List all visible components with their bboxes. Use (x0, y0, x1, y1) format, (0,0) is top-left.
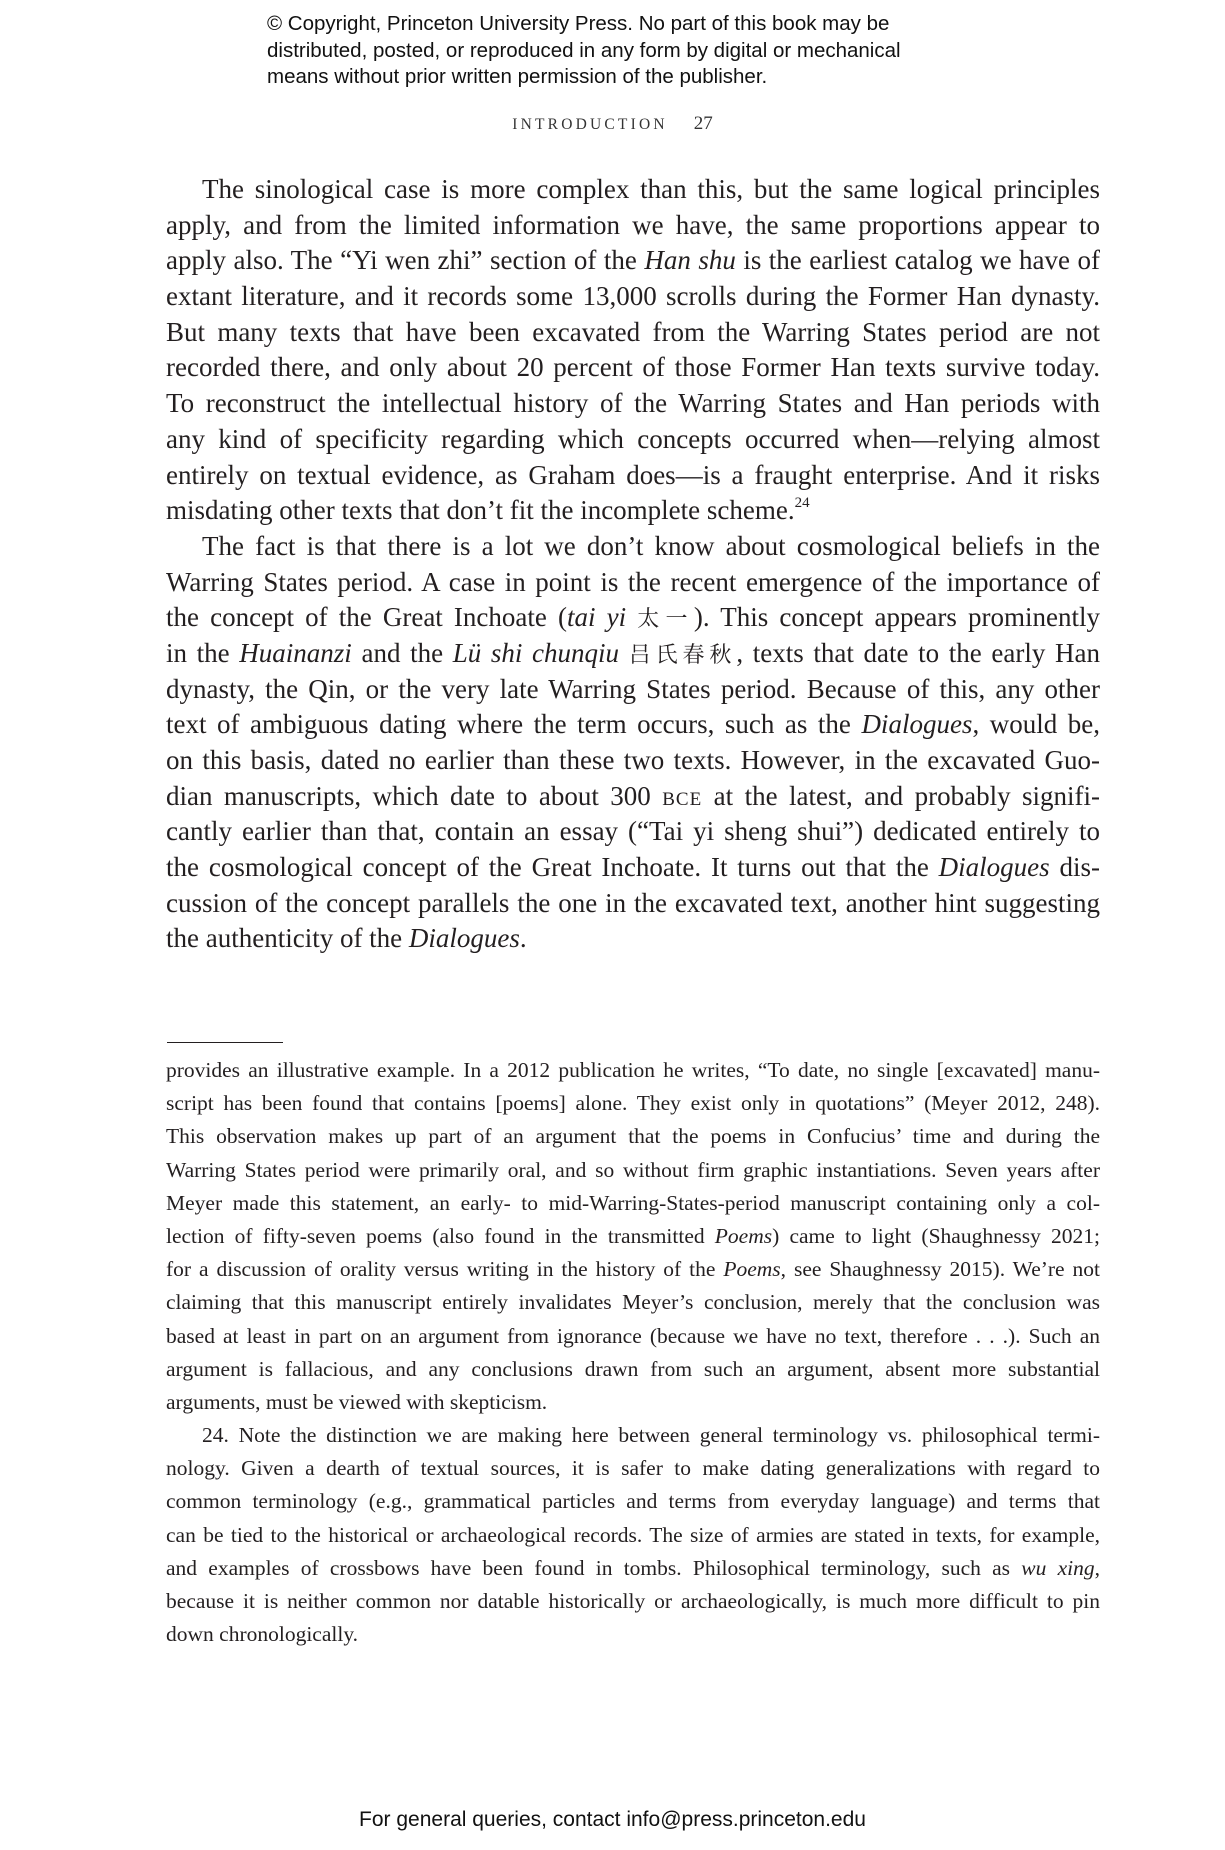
footnote-line (166, 1154, 1100, 1187)
book-title-lu-shi-chunqiu: Lü shi chunqiu (452, 637, 620, 668)
text-line (166, 850, 1100, 886)
text-run: the cosmological concept of the Great Inchoate. It turns out that the (166, 852, 939, 883)
term-wu-xing: wu xing (1021, 1555, 1095, 1580)
text-run: cantly earlier than that, contain an essay (“Tai yi sheng shui”) dedicated entirely to (166, 816, 1100, 847)
text-run (619, 638, 629, 668)
text-run: Meyer made this statement, an early- to mid-Warring-States-period manuscript containing only a col- (166, 1190, 1100, 1215)
chinese-characters: 吕氏春秋 (628, 642, 737, 668)
book-title-huainanzi: Huainanzi (239, 637, 352, 668)
footnote-line (166, 1253, 1100, 1286)
footnote-24 (166, 1419, 1100, 1651)
copyright-line: © Copyright, Princeton University Press. No part of this book may be (267, 12, 890, 35)
text-run: The fact is that there is a lot we don’t know about cosmological beliefs in the (202, 530, 1100, 561)
text-run: Warring States period. A case in point is the recent emergence of the importance of (166, 566, 1100, 597)
contact-text: For general queries, contact info@press.princeton.edu (359, 1808, 866, 1831)
text-run: dynasty, the Qin, or the very late Warring States period. Because of this, any other (166, 673, 1100, 704)
footnote-continued (166, 1054, 1100, 1419)
text-run: based at least in part on an argument from ignorance (because we have no text, therefore . . .). Such an (166, 1323, 1100, 1348)
footnote-number: 24. (202, 1423, 229, 1448)
text-run: recorded there, and only about 20 percent of those Former Han texts survive today. (166, 352, 1100, 383)
text-line (166, 458, 1100, 494)
book-title-han-shu: Han shu (644, 245, 736, 276)
text-run: , would be, (972, 709, 1100, 740)
copyright-line: means without prior written permission of the publisher. (267, 65, 768, 88)
copyright-notice (267, 11, 1027, 91)
chinese-characters: 太一 (637, 607, 694, 633)
text-run: , texts that date to the early Han (736, 637, 1100, 668)
book-title-dialogues: Dialogues (408, 923, 520, 954)
footnote-line (166, 1087, 1100, 1120)
text-line (166, 422, 1100, 458)
footnote-ref-24[interactable]: 24 (794, 495, 810, 512)
text-line (166, 315, 1100, 351)
text-run: apply, and from the limited information we have, the same proportions appear to (166, 209, 1100, 240)
text-run: . (519, 923, 527, 954)
text-run: extant literature, and it records some 13,000 scrolls during the Former Han dynasty. (166, 281, 1100, 312)
text-line (166, 493, 1100, 529)
footnote-line (166, 1419, 1100, 1452)
text-run: arguments, must be viewed with skepticism. (166, 1389, 548, 1414)
text-line (166, 636, 1100, 672)
footnote-separator (167, 1042, 283, 1043)
text-run: script has been found that contains [poems] alone. They exist only in quotations” (Meyer 2012, 248). (166, 1091, 1100, 1116)
text-line (166, 814, 1100, 850)
text-line (166, 208, 1100, 244)
text-run: entirely on textual evidence, as Graham does—is a fraught enterprise. And it risks (166, 459, 1100, 490)
text-run: and the (351, 637, 453, 668)
text-run: can be tied to the historical or archaeological records. The size of armies are stated in texts, for example, (166, 1522, 1100, 1547)
text-run: , see Shaughnessy 2015). We’re not (780, 1257, 1101, 1282)
text-line (166, 707, 1100, 743)
text-run: apply also. The “Yi wen zhi” section of the (166, 245, 645, 276)
text-line (166, 600, 1100, 636)
text-line (166, 243, 1100, 279)
text-run: any kind of specificity regarding which concepts occurred when—relying almost (166, 423, 1100, 454)
text-run: Warring States period were primarily oral, and so without firm graphic instantiations. Seven years after (166, 1157, 1100, 1182)
text-run: lection of fifty-seven poems (also found in the transmitted (166, 1223, 715, 1248)
text-run: misdating other texts that don’t fit the incomplete scheme. (166, 495, 795, 526)
footnotes (166, 1054, 1100, 1651)
text-run: Note the distinction we are making here between general terminology vs. philosophical termi- (228, 1423, 1100, 1448)
text-run: for a discussion of orality versus writing in the history of the (166, 1257, 724, 1282)
text-run: at the latest, and probably signifi- (702, 780, 1101, 811)
footnote-line (166, 1320, 1100, 1353)
book-title-poems: Poems (714, 1223, 773, 1248)
text-line (166, 279, 1100, 315)
text-run: and examples of crossbows have been found in tombs. Philosophical terminology, such as (166, 1555, 1022, 1580)
text-run: common terminology (e.g., grammatical particles and terms from everyday language) and terms that (166, 1489, 1100, 1514)
text-run: ) came to light (Shaughnessy 2021; (772, 1223, 1100, 1248)
text-run: dis- (1049, 852, 1101, 883)
text-run: cussion of the concept parallels the one in the excavated text, another hint suggesting (166, 887, 1100, 918)
text-run: This observation makes up part of an argument that the poems in Confucius’ time and during the (166, 1124, 1100, 1149)
text-line (166, 386, 1100, 422)
copyright-line: distributed, posted, or reproduced in any form by digital or mechanical (267, 38, 901, 62)
text-run: provides an illustrative example. In a 2012 publication he writes, “To date, no single [excavated] manu- (166, 1058, 1100, 1082)
text-run: dian manuscripts, which date to about 300 (166, 780, 663, 811)
text-run: The sinological case is more complex than this, but the same logical principles (202, 174, 1100, 204)
text-run: claiming that this manuscript entirely invalidates Meyer’s conclusion, merely that the conclusion was (166, 1290, 1100, 1315)
paragraph (166, 529, 1100, 957)
text-run: is the earliest catalog we have of (735, 245, 1100, 276)
footnote-line (166, 1386, 1100, 1419)
text-run: the authenticity of the (166, 923, 409, 954)
text-line (166, 779, 1100, 815)
footnote-line (166, 1618, 1100, 1651)
text-run: text of ambiguous dating where the term occurs, such as the (166, 709, 862, 740)
footnote-line (166, 1552, 1100, 1585)
body-text (166, 172, 1100, 957)
footnote-line (166, 1220, 1100, 1253)
footnote-line (166, 1054, 1100, 1087)
page-number: 27 (693, 113, 713, 134)
text-run: But many texts that have been excavated from the Warring States period are not (166, 316, 1100, 347)
book-title-dialogues: Dialogues (938, 852, 1050, 883)
text-run: argument is fallacious, and any conclusions drawn from such an argument, absent more substantial (166, 1356, 1100, 1381)
text-run: on this basis, dated no earlier than these two texts. However, in the excavated Guo- (166, 745, 1100, 775)
footnote-line (166, 1120, 1100, 1153)
book-title-poems: Poems (723, 1257, 781, 1282)
footnote-line (166, 1519, 1100, 1552)
footnote-line (166, 1286, 1100, 1319)
running-head (0, 113, 1225, 135)
era-abbreviation: bce (662, 780, 703, 811)
text-line (166, 529, 1100, 565)
footnote-line (166, 1187, 1100, 1220)
text-line (166, 743, 1100, 779)
text-line (166, 172, 1100, 208)
text-run: in the (166, 637, 240, 668)
footnote-line (166, 1353, 1100, 1386)
footnote-line (166, 1452, 1100, 1485)
text-line (166, 886, 1100, 922)
paragraph (166, 172, 1100, 529)
chapter-title: INTRODUCTION (512, 116, 668, 133)
text-line (166, 565, 1100, 601)
text-run: down chronologically. (166, 1622, 359, 1647)
text-line (166, 921, 1100, 957)
footnote-line (166, 1485, 1100, 1518)
text-run: nology. Given a dearth of textual sources, it is safer to make dating generalizations with regard to (166, 1456, 1100, 1481)
text-line (166, 672, 1100, 708)
text-run (626, 602, 637, 632)
term-tai-yi: tai yi (566, 602, 627, 633)
footnote-line (166, 1585, 1100, 1618)
text-run: because it is neither common nor datable historically or archaeologically, is much more difficult to pin (166, 1589, 1100, 1613)
text-run: ). This concept appears prominently (693, 602, 1100, 633)
contact-footer (0, 1808, 1225, 1832)
text-run: the concept of the Great Inchoate ( (166, 602, 567, 633)
text-line (166, 350, 1100, 386)
text-run: , (1094, 1555, 1101, 1580)
book-title-dialogues: Dialogues (861, 709, 973, 740)
text-run: To reconstruct the intellectual history of the Warring States and Han periods with (166, 388, 1100, 419)
